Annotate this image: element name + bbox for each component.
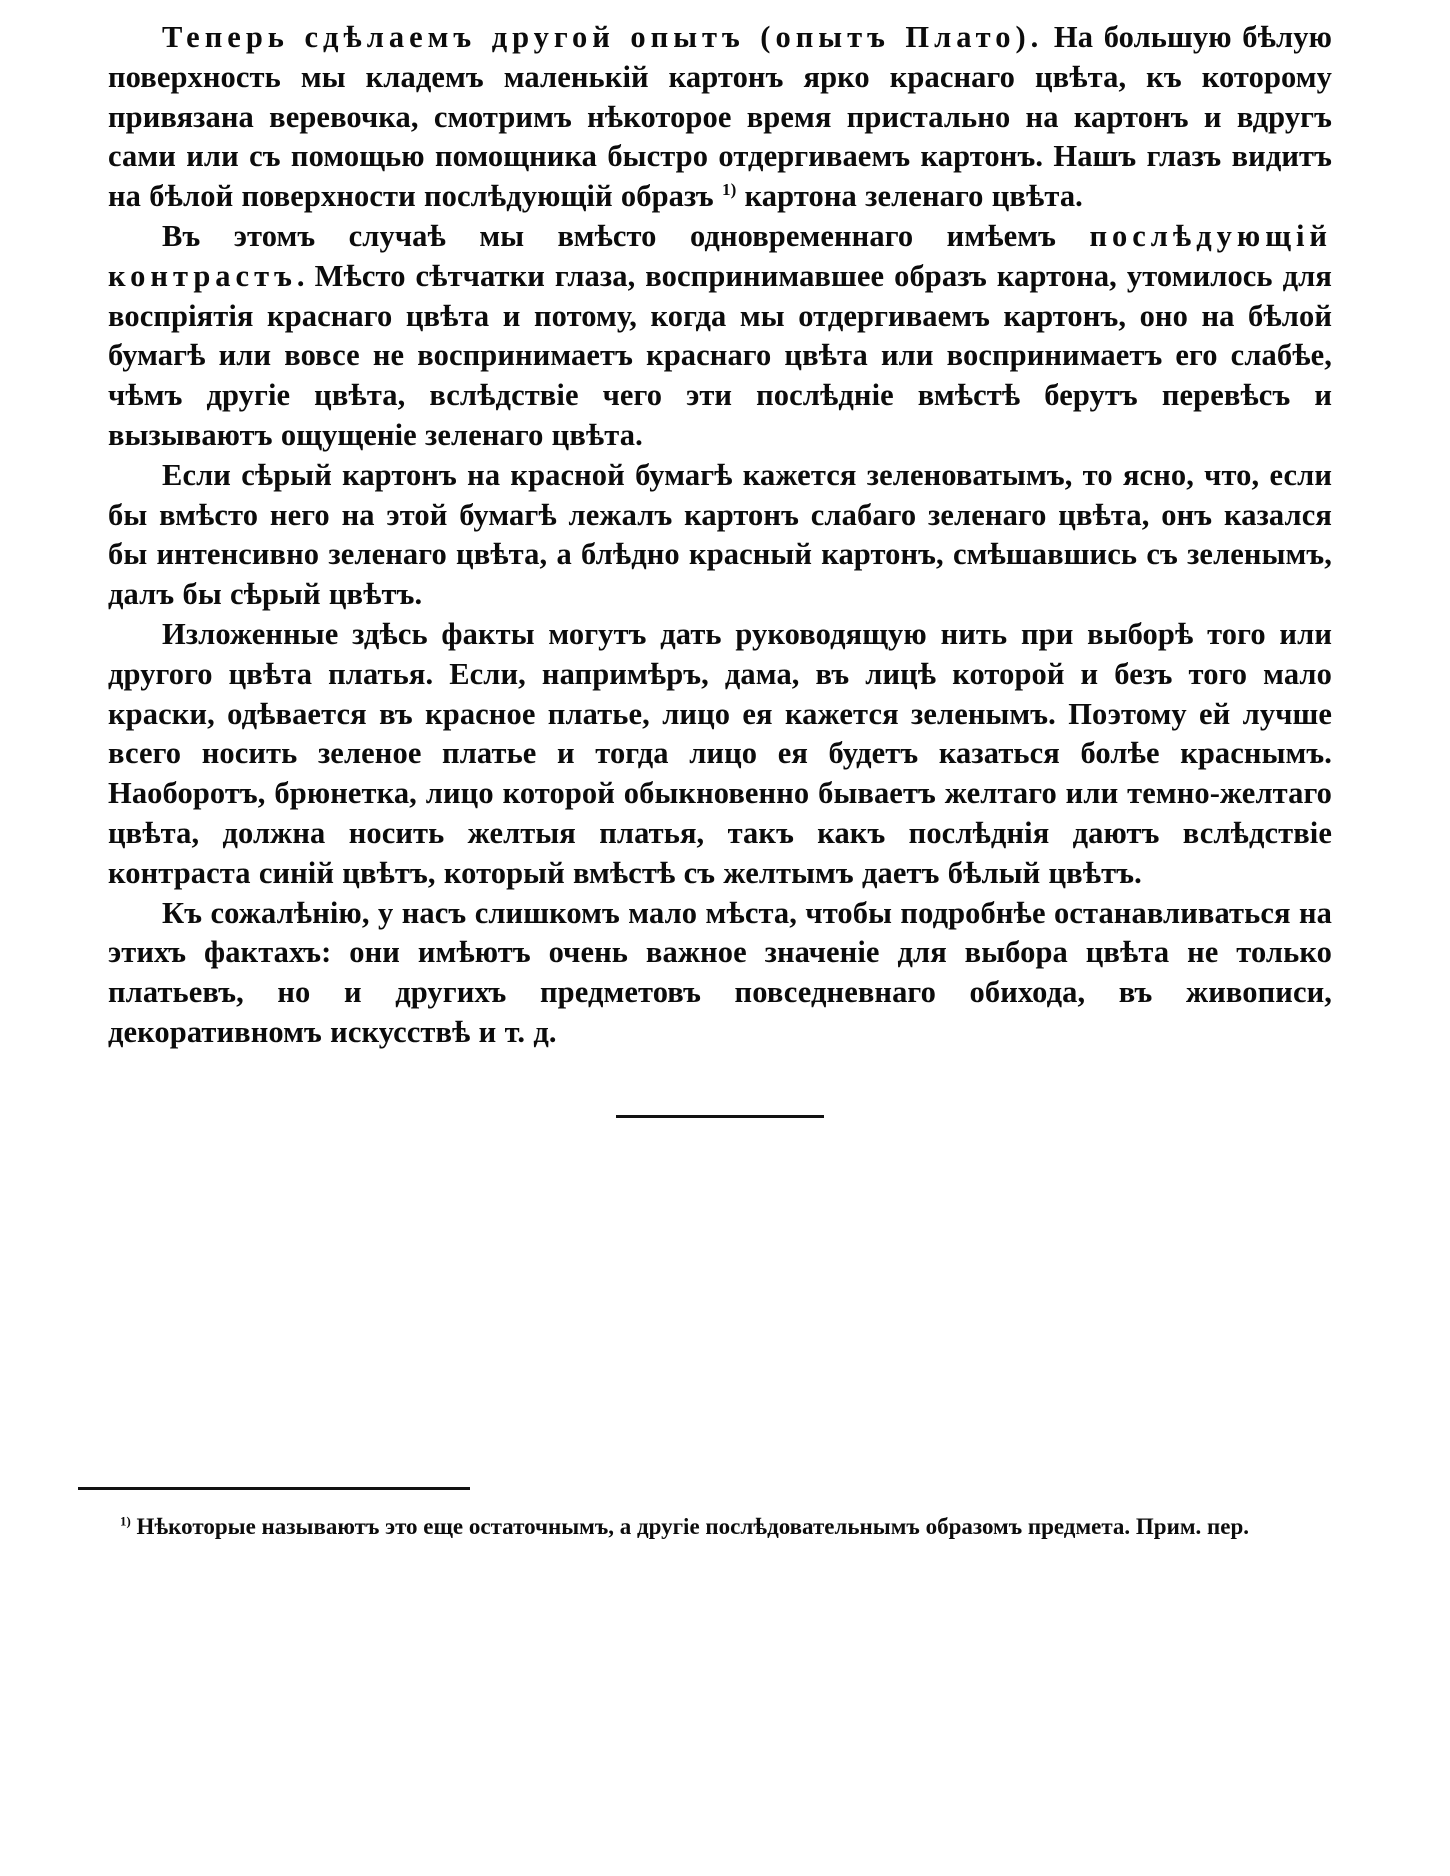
divider-rule	[616, 1115, 824, 1118]
paragraph-1-lead: Теперь сдѣлаемъ другой опытъ (опытъ Плато).	[162, 20, 1044, 54]
paragraph-1-text-after: картона зеленаго цвѣта.	[736, 179, 1083, 214]
paragraph-2	[108, 217, 1332, 456]
paragraph-1	[108, 18, 1332, 217]
paragraph-2-emphasized-term: послѣдующiй контрастъ	[108, 218, 1332, 293]
footnote-marker-1: 1)	[120, 1513, 131, 1528]
paragraph-2-text-before: Въ этомъ случаѣ мы вмѣсто одновременнаго имѣемъ	[162, 218, 1090, 253]
footnote-separator-rule	[78, 1487, 470, 1490]
paragraph-3: Если сѣрый картонъ на красной бумагѣ кажется зеленоватымъ, то ясно, что, если бы вмѣсто него на этой бумагѣ лежалъ картонъ слабаго зеленаго цвѣта, онъ казался бы интенсивно зеленаго цвѣта, а блѣдно красный картонъ, смѣшавшись съ зеленымъ, далъ бы сѣрый цвѣтъ.	[108, 457, 1332, 612]
footnote-1	[78, 1512, 1332, 1541]
footnote-reference-1[interactable]: 1)	[721, 180, 737, 200]
section-divider	[108, 1115, 1332, 1118]
footnote-block	[78, 1512, 1332, 1541]
paragraph-2-text-after: . Мѣсто сѣтчатки глаза, воспринимавшее образъ картона, утомилось для воспрiятiя краснаго цвѣта и потому, когда мы отдергиваемъ картонъ, оно на бѣлой бумагѣ или вовсе не воспринимаетъ краснаго цвѣта или воспринимаетъ его слабѣе, чѣмъ другiе цвѣта, вслѣдствiе чего эти послѣднiе вмѣстѣ берутъ перевѣсъ и вызываютъ ощущенiе зеленаго цвѣта.	[108, 258, 1332, 452]
body-text-column	[108, 18, 1332, 1053]
paragraph-1-text: На большую бѣлую поверхность мы кладемъ маленькiй картонъ ярко краснаго цвѣта, къ которому привязана веревочка, смотримъ нѣкоторое время пристально на картонъ и вдругъ сами или съ помощью помощника быстро отдергиваемъ картонъ. Нашъ глазъ видитъ на бѣлой поверхности послѣдующiй образъ	[108, 20, 1332, 214]
footnote-area	[78, 1487, 1332, 1541]
footnote-1-text: Нѣкоторые называютъ это еще остаточнымъ, а другiе послѣдовательнымъ образомъ предмета. Прим. пер.	[130, 1513, 1249, 1539]
paragraph-4: Изложенные здѣсь факты могутъ дать руководящую нить при выборѣ того или другого цвѣта платья. Если, напримѣръ, дама, въ лицѣ которой и безъ того мало краски, одѣвается въ красное платье, лицо ея кажется зеленымъ. Поэтому ей лучше всего носить зеленое платье и тогда лицо ея будетъ казаться болѣе краснымъ. Наоборотъ, брюнетка, лицо которой обыкновенно бываетъ желтаго или темно-желтаго цвѣта, должна носить желтыя платья, такъ какъ послѣднiя даютъ вслѣдствiе контраста синiй цвѣтъ, который вмѣстѣ съ желтымъ даетъ бѣлый цвѣтъ.	[108, 616, 1332, 890]
paragraph-5: Къ сожалѣнiю, у насъ слишкомъ мало мѣста, чтобы подробнѣе останавливаться на этихъ фактахъ: они имѣютъ очень важное значенiе для выбора цвѣта не только платьевъ, но и другихъ предметовъ повседневнаго обихода, въ живописи, декоративномъ искусствѣ и т. д.	[108, 895, 1332, 1049]
